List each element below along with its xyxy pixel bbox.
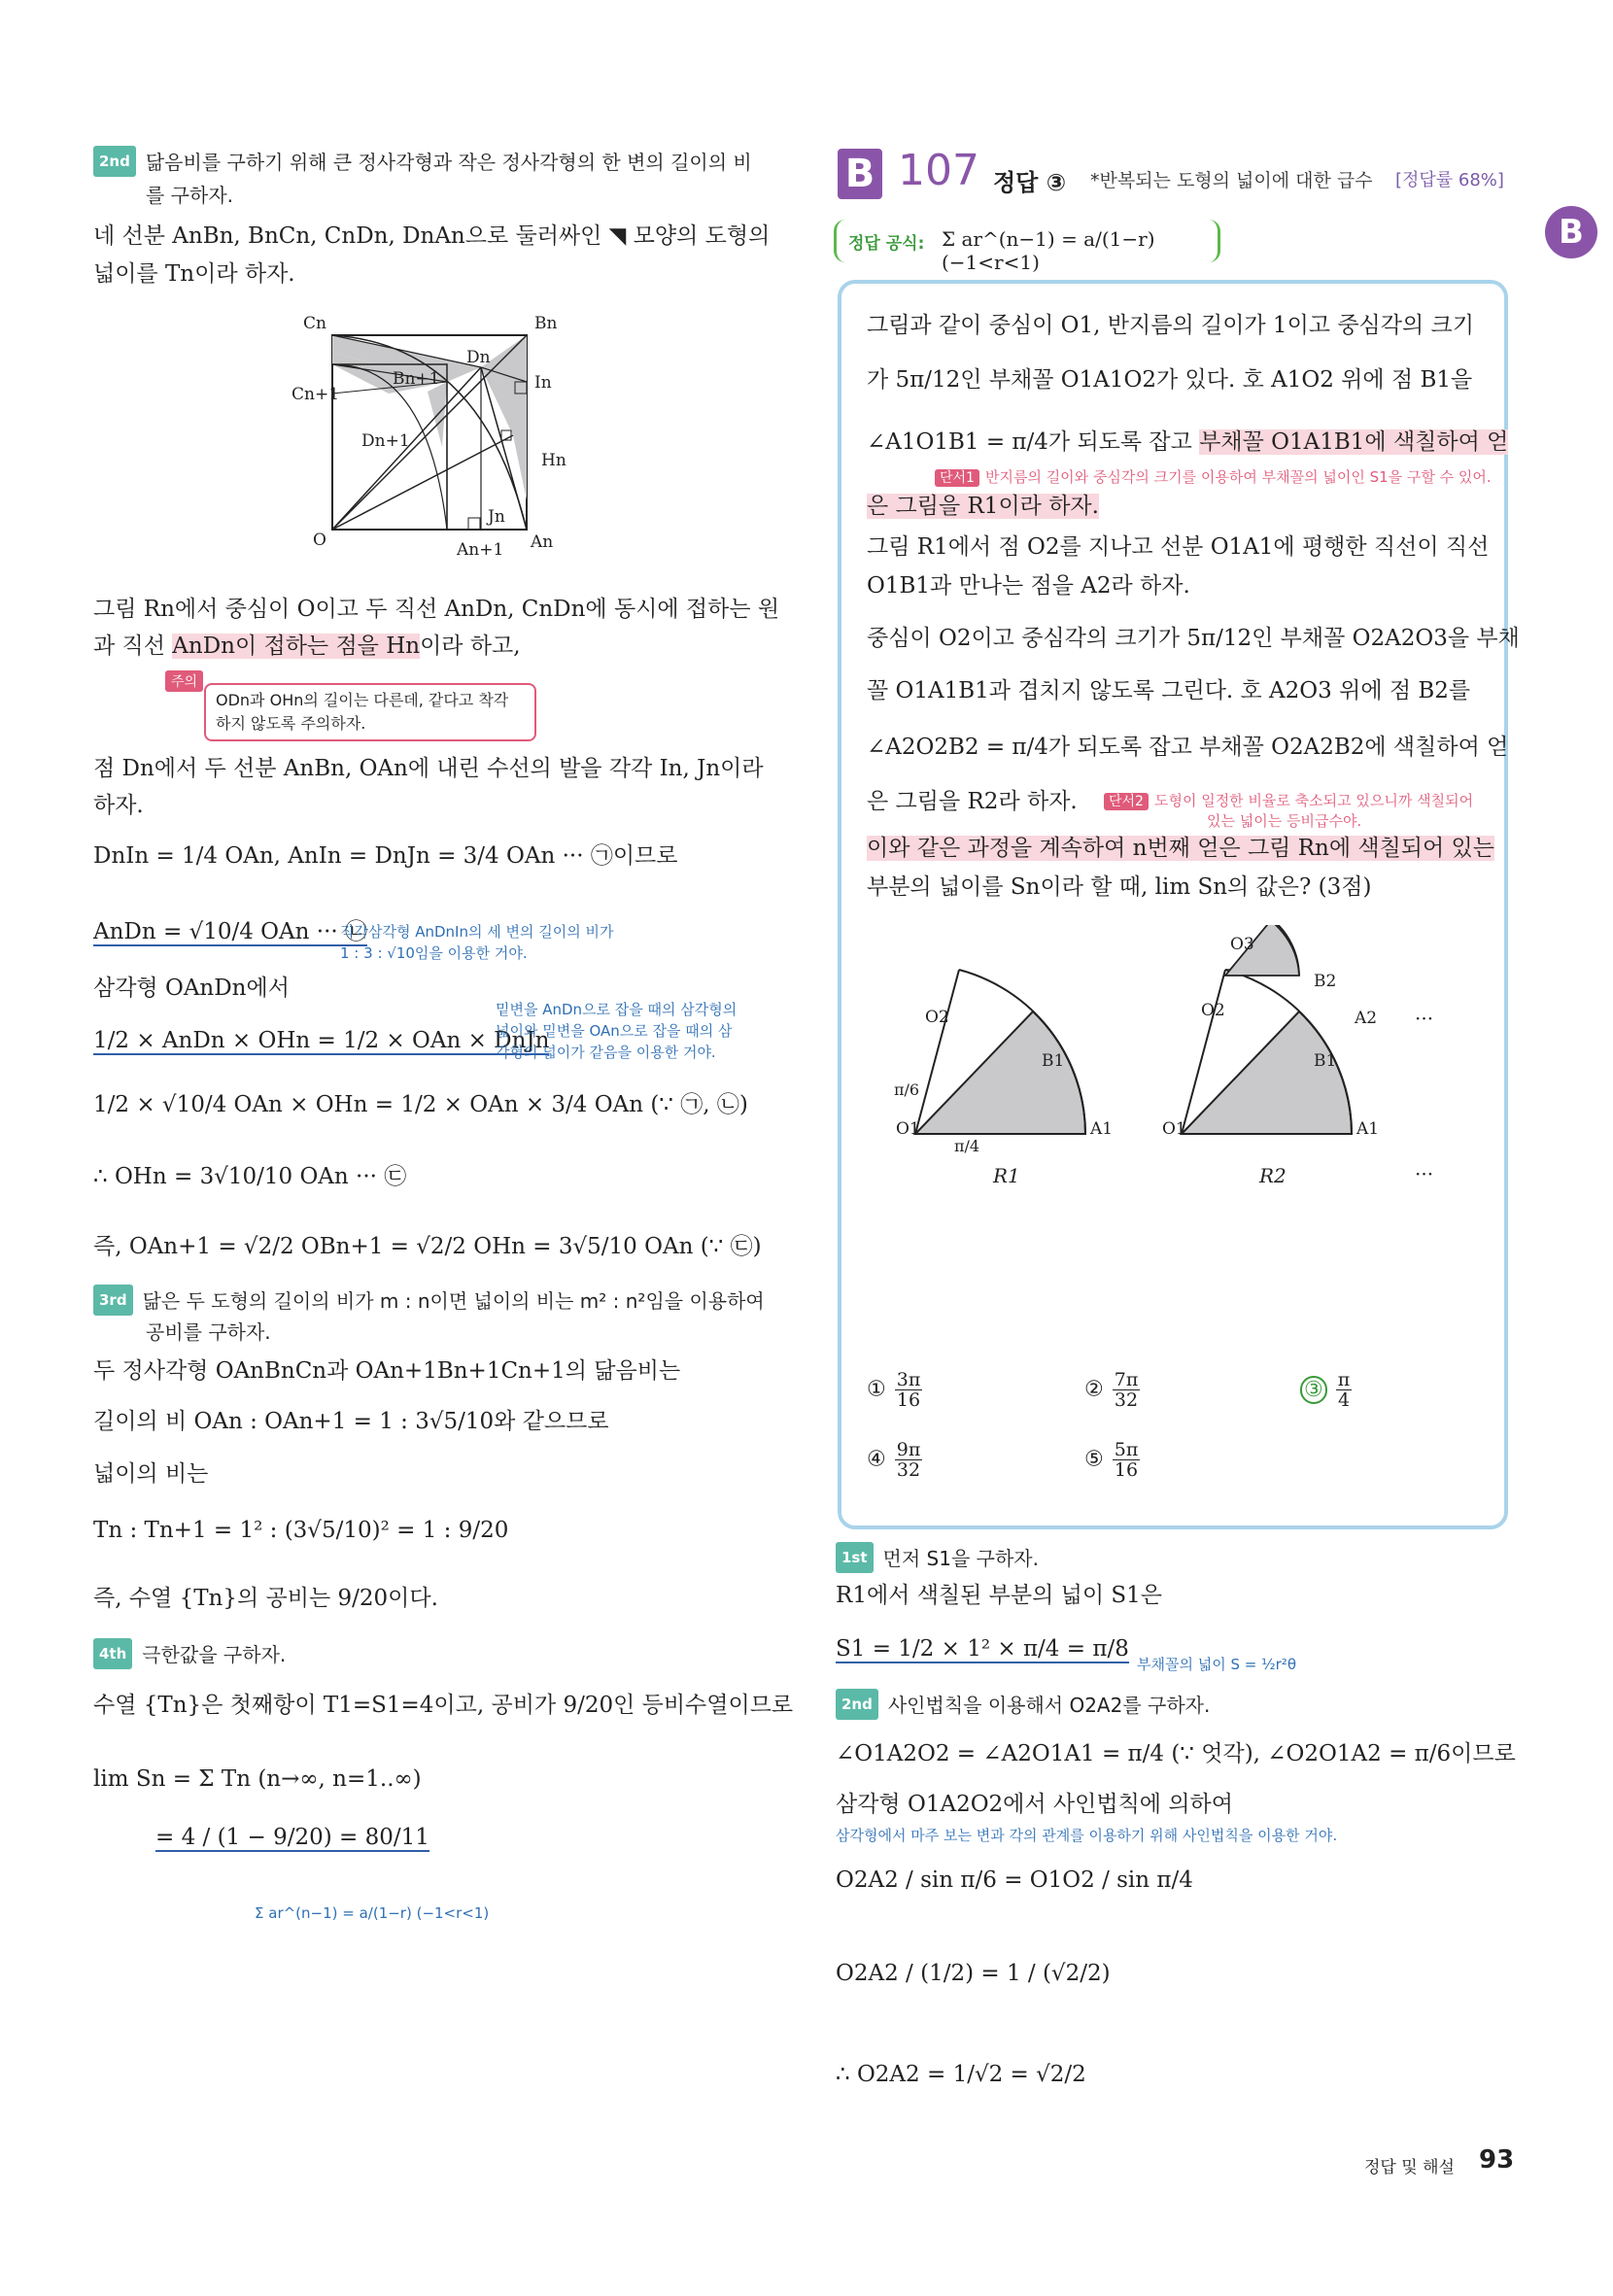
- equation-angles: ∠O1A2O2 = ∠A2O1A1 = π/4 (∵ 엇각), ∠O2O1A2 = π/6이므로: [836, 1741, 1516, 1766]
- equation-2: AnDn = √10/4 OAn ··· ㉡: [93, 919, 368, 944]
- step-3rd-heading: 3rd 닮은 두 도형의 길이의 비가 m : n이면 넓이의 비는 m² : n²임을 이용하여: [93, 1285, 765, 1316]
- paragraph: 네 선분 AnBn, BnCn, CnDn, DnAn으로 둘러싸인 ◥ 모양의 도형의: [93, 223, 771, 249]
- choice-4[interactable]: ④ $\frac{9\pi}{32}$: [867, 1439, 921, 1481]
- problem-line: O1B1과 만나는 점을 A2라 하자.: [867, 573, 1190, 599]
- paragraph: 수열 {Tn}은 첫째항이 T1=S1=4이고, 공비가 9/20인 등비수열이므로: [93, 1693, 794, 1718]
- paragraph: 삼각형 O1A2O2에서 사인법칙에 의하여: [836, 1792, 1233, 1817]
- label-O3: O3: [1230, 935, 1254, 954]
- label-Cn: Cn: [303, 314, 326, 333]
- footer-label: 정답 및 해설: [1364, 2158, 1455, 2177]
- paragraph: R1에서 색칠된 부분의 넓이 S1은: [836, 1583, 1162, 1608]
- answer-mark: ③: [1046, 169, 1067, 196]
- label-Dn1: Dn+1: [361, 431, 410, 451]
- equation-7: Tn : Tn+1 = 1² : (3√5/10)² = 1 : 9/20: [93, 1518, 509, 1543]
- problem-line: 꼴 O1A1B1과 겹치지 않도록 그린다. 호 A2O3 위에 점 B2를: [867, 678, 1471, 703]
- problem-line: 가 5π/12인 부채꼴 O1A1O2가 있다. 호 A1O2 위에 점 B1을: [867, 367, 1473, 393]
- page-number: 93: [1479, 2145, 1515, 2175]
- note-sine: 삼각형에서 마주 보는 변과 각의 관계를 이용하기 위해 사인법칙을 이용한 거야.: [836, 1827, 1338, 1844]
- paragraph: 하자.: [93, 793, 144, 818]
- label-O: O: [313, 531, 326, 550]
- label-An1: An+1: [457, 540, 504, 560]
- equation-sine-1: O2A2 / sin π/6 = O1O2 / sin π/4: [836, 1868, 1193, 1893]
- step-3rd-text2: 공비를 구하자.: [146, 1320, 271, 1344]
- step-2nd-heading-right: 2nd 사인법칙을 이용해서 O2A2를 구하자.: [836, 1689, 1210, 1720]
- paragraph-tangent: 과 직선 AnDn이 접하는 점을 Hn이라 하고,: [93, 634, 521, 659]
- equation-result: ∴ O2A2 = 1/√2 = √2/2: [836, 2062, 1086, 2087]
- choice-5[interactable]: ⑤ $\frac{5\pi}{16}$: [1084, 1439, 1139, 1481]
- step-2nd-heading: [93, 146, 752, 177]
- equation-5: ∴ OHn = 3√10/10 OAn ··· ㉢: [93, 1164, 407, 1189]
- step-4th-heading: 4th 극한값을 구하자.: [93, 1638, 286, 1669]
- equation-3: 1/2 × AnDn × OHn = 1/2 × OAn × DnJn: [93, 1028, 550, 1053]
- label-O2-r1: O2: [925, 1008, 949, 1027]
- choice-2[interactable]: ② $\frac{7\pi}{32}$: [1084, 1369, 1139, 1411]
- equation-sine-2: O2A2 / (1/2) = 1 / (√2/2): [836, 1961, 1111, 1986]
- equation-9: = 4 / (1 − 9/20) = 80/11: [155, 1825, 429, 1850]
- paragraph: 즉, 수열 {Tn}의 공비는 9/20이다.: [93, 1586, 438, 1611]
- formula: Σ ar^(n−1) = a/(1−r) (−1<r<1): [942, 227, 1155, 274]
- hint-1: 단서1 반지름의 길이와 중심각의 크기를 이용하여 부채꼴의 넓이인 S1을 구할 수 있어.: [935, 466, 1492, 487]
- label-Dn: Dn: [466, 348, 491, 367]
- note-sector: 부채꼴의 넓이 S = ½r²θ: [1137, 1656, 1296, 1673]
- equation-6: 즉, OAn+1 = √2/2 OBn+1 = √2/2 OHn = 3√5/10 OAn (∵ ㉢): [93, 1234, 762, 1259]
- label-Cn1: Cn+1: [292, 385, 340, 404]
- caution-text: ODn과 OHn의 길이는 다른데, 같다고 착각: [216, 691, 509, 709]
- caution-tag: 주의: [165, 670, 203, 692]
- label-B2: B2: [1314, 972, 1337, 991]
- label-Jn: Jn: [488, 507, 505, 527]
- problem-box: [838, 280, 1520, 1529]
- label-B1-r1: B1: [1042, 1051, 1065, 1071]
- label-A2: A2: [1355, 1009, 1378, 1028]
- label-Bn: Bn: [534, 314, 558, 333]
- equation-1: DnIn = 1/4 OAn, AnIn = DnJn = 3/4 OAn ··· ㉠이므로: [93, 843, 678, 869]
- problem-line: 그림 R1에서 점 O2를 지나고 선분 O1A1에 평행한 직선이 직선: [867, 534, 1490, 560]
- highlight: AnDn이 접하는 점을 Hn: [172, 634, 421, 659]
- label-A1-r2: A1: [1356, 1119, 1380, 1139]
- problem-line: 이와 같은 과정을 계속하여 n번째 얻은 그림 Rn에 색칠되어 있는: [867, 836, 1494, 861]
- paragraph: 삼각형 OAnDn에서: [93, 976, 290, 1001]
- step-text: 닮음비를 구하기 위해 큰 정사각형과 작은 정사각형의 한 변의 길이의 비: [145, 151, 752, 174]
- label-pi6: π/6: [894, 1080, 920, 1099]
- caution-text: 하지 않도록 주의하자.: [216, 714, 366, 733]
- paragraph: 그림 Rn에서 중심이 O이고 두 직선 AnDn, CnDn에 동시에 접하는 원: [93, 597, 780, 622]
- correct-rate: [정답률 68%]: [1395, 170, 1504, 190]
- problem-number: 107: [898, 146, 979, 195]
- answer-label: 정답 ③: [993, 169, 1067, 196]
- equation-4: 1/2 × √10/4 OAn × OHn = 1/2 × OAn × 3/4 OAn (∵ ㉠, ㉡): [93, 1092, 748, 1117]
- dots: ···: [1415, 1007, 1434, 1030]
- step-tag: 4th: [93, 1638, 132, 1669]
- problem-line: 은 그림을 R2라 하자.: [867, 789, 1078, 814]
- topic: *반복되는 도형의 넓이에 대한 급수: [1090, 170, 1373, 191]
- equation-s1: S1 = 1/2 × 1² × π/4 = π/8: [836, 1636, 1129, 1662]
- paragraph: 넓이의 비는: [93, 1461, 209, 1487]
- choice-3[interactable]: ③ $\frac{\pi}{4}$: [1300, 1370, 1354, 1410]
- highlight: 부채꼴 O1A1B1에 색칠하여 얻: [1199, 429, 1509, 455]
- hint-2: 단서2 도형이 일정한 비율로 축소되고 있으니까 색칠되어 있는 넓이는 등비급수야.: [1104, 791, 1473, 831]
- label-Bn1: Bn+1: [393, 369, 440, 389]
- caution-box: [204, 683, 536, 741]
- label-An: An: [531, 532, 554, 552]
- note-eq9: Σ ar^(n−1) = a/(1−r) (−1<r<1): [255, 1904, 490, 1922]
- note-eq2: 직각삼각형 AnDnIn의 세 변의 길이의 비가 1 : 3 : √10임을 이용한 거야.: [340, 923, 614, 962]
- label-R2: R2: [1259, 1164, 1287, 1187]
- paragraph: 점 Dn에서 두 선분 AnBn, OAn에 내린 수선의 발을 각각 In, Jn이라: [93, 756, 764, 781]
- paragraph: 길이의 비 OAn : OAn+1 = 1 : 3√5/10와 같으므로: [93, 1409, 609, 1434]
- label-O1-r1: O1: [896, 1119, 920, 1139]
- side-badge: B: [1545, 206, 1597, 258]
- problem-line: 은 그림을 R1이라 하자.: [867, 494, 1099, 519]
- problem-line: 그림과 같이 중심이 O1, 반지름의 길이가 1이고 중심각의 크기: [867, 313, 1474, 338]
- label-A1-r1: A1: [1090, 1119, 1114, 1139]
- problem-line: ∠A2O2B2 = π/4가 되도록 잡고 부채꼴 O2A2B2에 색칠하여 얻: [867, 735, 1509, 760]
- label-Hn: Hn: [541, 451, 566, 470]
- paragraph: 두 정사각형 OAnBnCn과 OAn+1Bn+1Cn+1의 닮음비는: [93, 1358, 681, 1384]
- label-O1-r2: O1: [1162, 1119, 1186, 1139]
- step-tag: 3rd: [93, 1285, 133, 1316]
- problem-line: ∠A1O1B1 = π/4가 되도록 잡고 부채꼴 O1A1B1에 색칠하여 얻: [867, 429, 1509, 455]
- step-tag: 1st: [836, 1542, 874, 1573]
- label-B1-r2: B1: [1314, 1051, 1337, 1071]
- step-1st-heading: 1st 먼저 S1을 구하자.: [836, 1542, 1039, 1573]
- label-R1: R1: [993, 1164, 1020, 1187]
- problem-badge: B: [838, 149, 882, 199]
- label-In: In: [534, 373, 552, 393]
- choice-1[interactable]: ① $\frac{3\pi}{16}$: [867, 1369, 921, 1411]
- step-tag: 2nd: [93, 146, 136, 177]
- step-2nd-text2: 를 구하자.: [146, 184, 233, 207]
- formula-box: [834, 220, 1220, 274]
- step-tag: 2nd: [836, 1689, 878, 1720]
- formula-label: 정답 공식:: [848, 234, 925, 254]
- label-O2-r2: O2: [1201, 1001, 1225, 1020]
- problem-line: 부분의 넓이를 Sn이라 할 때, lim Sn의 값은? (3점): [867, 874, 1372, 900]
- note-eq3: 밑변을 AnDn으로 잡을 때의 삼각형의 넓이와 밑변을 OAn으로 잡을 때의 삼 각형의 넓이가 같음을 이용한 거야.: [496, 1001, 738, 1061]
- square-figure: [292, 306, 583, 564]
- paragraph: 넓이를 Tn이라 하자.: [93, 261, 295, 287]
- problem-line: 중심이 O2이고 중심각의 크기가 5π/12인 부채꼴 O2A2O3을 부채: [867, 626, 1520, 651]
- equation-8: lim Sn = Σ Tn (n→∞, n=1..∞): [93, 1766, 422, 1792]
- label-pi4: π/4: [954, 1137, 980, 1155]
- dots: ···: [1415, 1162, 1434, 1185]
